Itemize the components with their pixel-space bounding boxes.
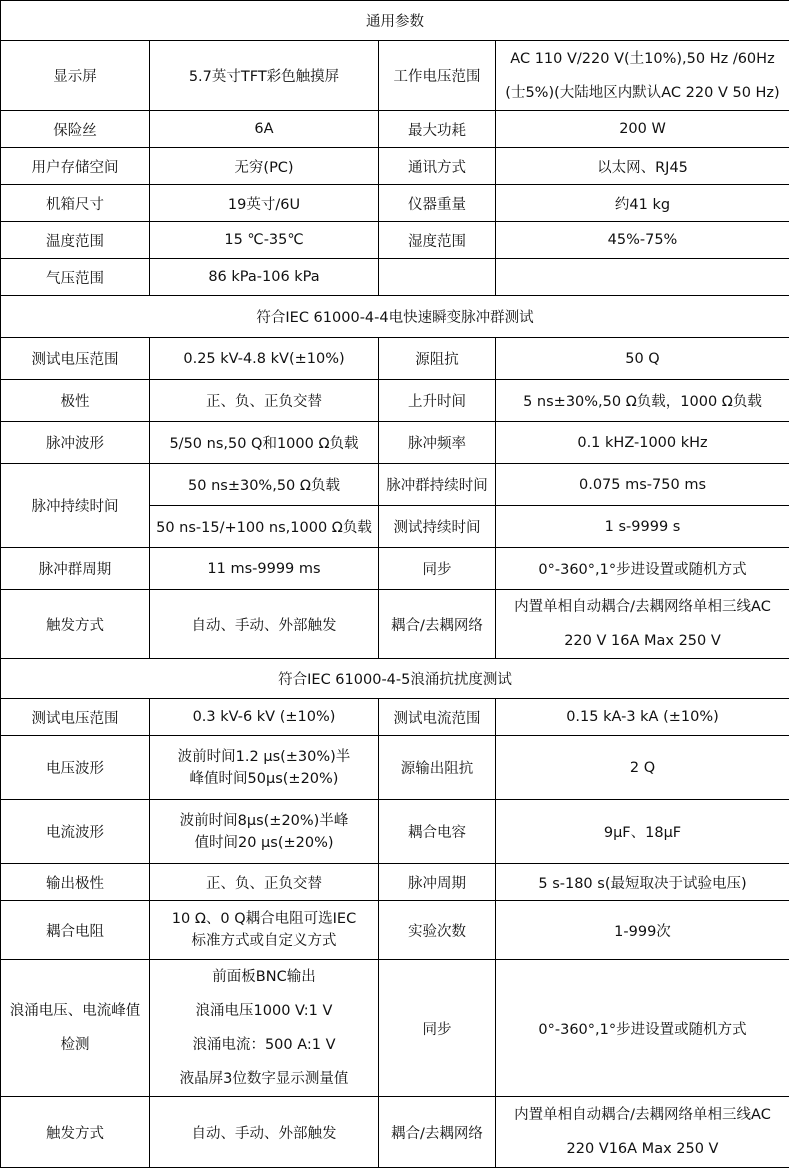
row-value — [150, 960, 379, 1097]
row-label: 上升时间 — [379, 380, 496, 422]
section-header-eft — [1, 296, 789, 338]
row-label: 电流波形 — [1, 800, 150, 864]
table-row — [1, 901, 789, 960]
row-value: 11 ms-9999 ms — [150, 548, 379, 590]
row-label: 测试电压范围 — [1, 338, 150, 380]
row-label: 通讯方式 — [379, 148, 496, 185]
value-line: 内置单相自动耦合/去耦网络单相三线AC — [514, 1107, 771, 1123]
section-title: 通用参数 — [1, 1, 789, 41]
row-value — [496, 1097, 789, 1168]
row-value: 45%-75% — [496, 222, 789, 259]
row-value: 9μF、18μF — [496, 800, 789, 864]
row-label: 脉冲群持续时间 — [379, 464, 496, 506]
label-line: 检测 — [60, 1037, 90, 1053]
table-row — [1, 1097, 789, 1168]
row-value: 0°-360°,1°步进设置或随机方式 — [496, 960, 789, 1097]
table-row — [1, 148, 789, 185]
value-line: 峰值时间50μs(±20%) — [189, 770, 339, 787]
value-line: 220 V16A Max 250 V — [566, 1141, 719, 1157]
table-row — [1, 422, 789, 464]
row-label: 耦合电容 — [379, 800, 496, 864]
table-row — [1, 864, 789, 901]
row-label: 脉冲频率 — [379, 422, 496, 464]
row-label: 测试电压范围 — [1, 699, 150, 736]
row-value: 86 kPa-106 kPa — [150, 259, 379, 296]
row-value: 50 ns±30%,50 Ω负载 — [150, 464, 379, 506]
value-line: 浪涌电压1000 V:1 V — [195, 1003, 333, 1019]
value-line: 前面板BNC输出 — [212, 969, 316, 985]
table-row — [1, 338, 789, 380]
table-row — [1, 699, 789, 736]
row-label — [1, 960, 150, 1097]
empty-cell — [379, 259, 496, 296]
section-header-general — [1, 1, 789, 41]
row-value: 1-999次 — [496, 901, 789, 960]
row-label: 触发方式 — [1, 590, 150, 659]
row-value: 5 s-180 s(最短取决于试验电压) — [496, 864, 789, 901]
row-value: 0.3 kV-6 kV (±10%) — [150, 699, 379, 736]
row-value: 0.075 ms-750 ms — [496, 464, 789, 506]
row-label: 温度范围 — [1, 222, 150, 259]
row-label: 同步 — [379, 548, 496, 590]
row-label: 脉冲波形 — [1, 422, 150, 464]
row-label: 用户存储空间 — [1, 148, 150, 185]
row-label: 极性 — [1, 380, 150, 422]
row-value: 0°-360°,1°步进设置或随机方式 — [496, 548, 789, 590]
empty-cell — [496, 259, 789, 296]
value-line: 220 V 16A Max 250 V — [564, 633, 721, 649]
value-line: 浪涌电流：500 A:1 V — [192, 1037, 336, 1053]
row-label: 源阻抗 — [379, 338, 496, 380]
table-row — [1, 41, 789, 111]
row-label: 触发方式 — [1, 1097, 150, 1168]
row-value — [150, 736, 379, 800]
row-value: 5 ns±30%,50 Ω负载，1000 Ω负载 — [496, 380, 789, 422]
value-line: 波前时间1.2 μs(±30%)半 — [177, 748, 351, 765]
row-value — [496, 41, 789, 111]
table-row — [1, 111, 789, 148]
row-value: 1 s-9999 s — [496, 506, 789, 548]
row-value: 自动、手动、外部触发 — [150, 590, 379, 659]
row-label: 仪器重量 — [379, 185, 496, 222]
row-label: 源输出阻抗 — [379, 736, 496, 800]
row-value: 5/50 ns,50 Q和1000 Ω负载 — [150, 422, 379, 464]
row-value: 正、负、正负交替 — [150, 864, 379, 901]
row-label: 湿度范围 — [379, 222, 496, 259]
row-value: 以太网、RJ45 — [496, 148, 789, 185]
row-label: 测试持续时间 — [379, 506, 496, 548]
row-value: 6A — [150, 111, 379, 148]
row-label: 耦合/去耦网络 — [379, 590, 496, 659]
row-label: 耦合电阻 — [1, 901, 150, 960]
table-row — [1, 464, 789, 506]
row-label: 最大功耗 — [379, 111, 496, 148]
row-label: 脉冲持续时间 — [1, 464, 150, 548]
table-row — [1, 960, 789, 1097]
row-label: 机箱尺寸 — [1, 185, 150, 222]
label-line: 浪涌电压、电流峰值 — [9, 1003, 141, 1019]
row-value: 0.1 kHZ-1000 kHz — [496, 422, 789, 464]
row-value: 无穷(PC) — [150, 148, 379, 185]
row-label: 同步 — [379, 960, 496, 1097]
row-label: 输出极性 — [1, 864, 150, 901]
table-row — [1, 736, 789, 800]
table-row — [1, 185, 789, 222]
row-value: 15 ℃-35℃ — [150, 222, 379, 259]
section-title: 符合IEC 61000-4-5浪涌抗扰度测试 — [1, 659, 789, 699]
row-label: 气压范围 — [1, 259, 150, 296]
value-line: AC 110 V/220 V(土10%),50 Hz /60Hz — [510, 50, 775, 67]
row-value: 200 W — [496, 111, 789, 148]
value-line: 标准方式或自定义方式 — [191, 933, 337, 949]
row-label: 测试电流范围 — [379, 699, 496, 736]
row-value: 5.7英寸TFT彩色触摸屏 — [150, 41, 379, 111]
table-row — [1, 259, 789, 296]
value-line: 内置单相自动耦合/去耦网络单相三线AC — [514, 599, 771, 615]
table-row — [1, 590, 789, 659]
row-value: 50 Q — [496, 338, 789, 380]
row-value: 0.25 kV-4.8 kV(±10%) — [150, 338, 379, 380]
row-value — [496, 590, 789, 659]
value-line: 波前时间8μs(±20%)半峰 — [179, 812, 349, 829]
row-label: 保险丝 — [1, 111, 150, 148]
row-label: 耦合/去耦网络 — [379, 1097, 496, 1168]
row-label: 实验次数 — [379, 901, 496, 960]
section-title: 符合IEC 61000-4-4电快速瞬变脉冲群测试 — [1, 296, 789, 338]
value-line: 值时间20 μs(±20%) — [194, 834, 334, 851]
value-line: (士5%)(大陆地区内默认AC 220 V 50 Hz) — [505, 84, 780, 101]
row-value: 50 ns-15/+100 ns,1000 Ω负载 — [150, 506, 379, 548]
section-header-surge — [1, 659, 789, 699]
table-row — [1, 380, 789, 422]
value-line: 10 Ω、0 Q耦合电阻可选IEC — [171, 911, 357, 927]
row-label: 电压波形 — [1, 736, 150, 800]
row-label: 脉冲周期 — [379, 864, 496, 901]
row-value: 自动、手动、外部触发 — [150, 1097, 379, 1168]
table-row — [1, 800, 789, 864]
row-value: 0.15 kA-3 kA (±10%) — [496, 699, 789, 736]
row-label: 工作电压范围 — [379, 41, 496, 111]
row-value: 正、负、正负交替 — [150, 380, 379, 422]
table-row — [1, 222, 789, 259]
row-label: 显示屏 — [1, 41, 150, 111]
value-line: 液晶屏3位数字显示测量值 — [179, 1071, 349, 1087]
row-value: 2 Q — [496, 736, 789, 800]
table-row — [1, 548, 789, 590]
row-value: 19英寸/6U — [150, 185, 379, 222]
row-value: 约41 kg — [496, 185, 789, 222]
row-value — [150, 800, 379, 864]
row-value — [150, 901, 379, 960]
row-label: 脉冲群周期 — [1, 548, 150, 590]
